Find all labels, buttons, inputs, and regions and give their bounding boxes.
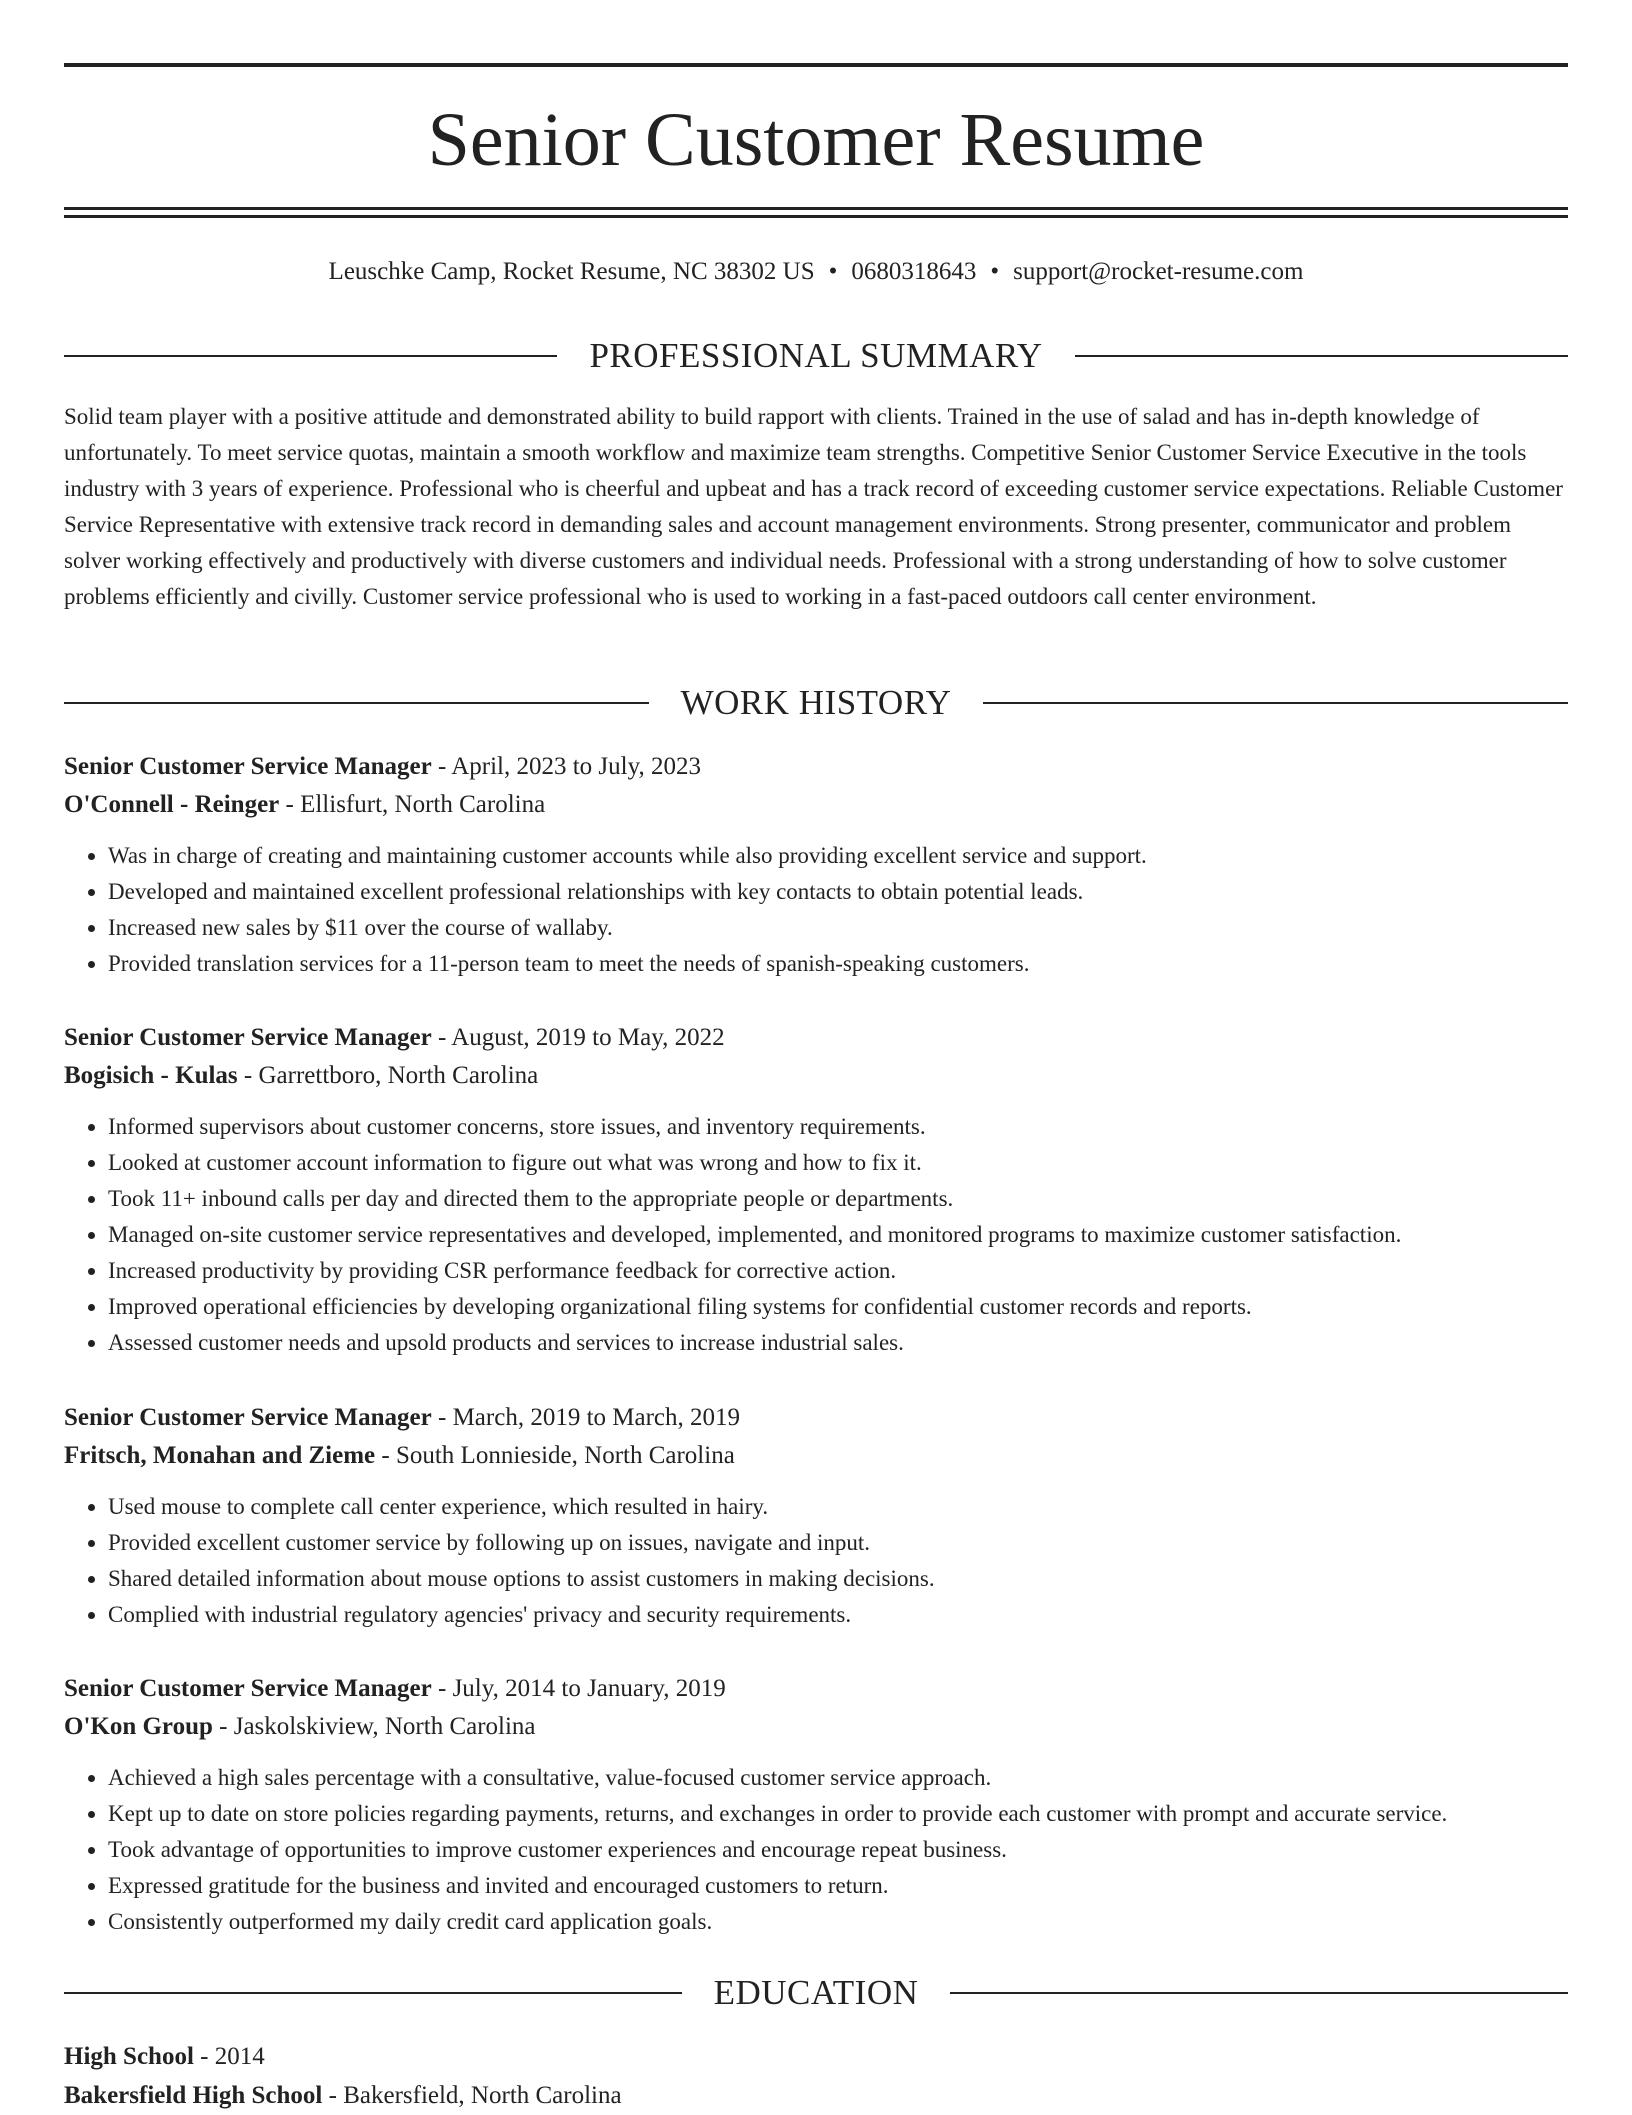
job-company: O'Connell - Reinger bbox=[64, 791, 280, 818]
job-bullet: • Increased new sales by $11 over the course of wallaby. bbox=[108, 910, 1568, 946]
job-bullet: • Provided excellent customer service by following up on issues, navigate and input. bbox=[108, 1525, 1568, 1561]
job-title-line bbox=[64, 1019, 1568, 1057]
job-entry bbox=[64, 1670, 1568, 1940]
section-heading-summary bbox=[64, 334, 1568, 378]
job-bullet: • Managed on-site customer service representatives and developed, implemented, and monitored programs to maximize customer satisfaction. bbox=[108, 1217, 1568, 1253]
job-bullet: • Kept up to date on store policies regarding payments, returns, and exchanges in order to provide each customer with prompt and accurate service. bbox=[108, 1796, 1568, 1832]
section-heading-work-history bbox=[64, 681, 1568, 725]
job-bullets bbox=[64, 1489, 1568, 1633]
job-bullet: • Took 11+ inbound calls per day and directed them to the appropriate people or departments. bbox=[108, 1181, 1568, 1217]
heading-rule-left bbox=[64, 702, 649, 704]
job-location: - Ellisfurt, North Carolina bbox=[279, 791, 546, 818]
job-bullet: • Achieved a high sales percentage with a consultative, value-focused customer service approach. bbox=[108, 1760, 1568, 1796]
heading-rule-right bbox=[950, 1992, 1568, 1994]
job-dates: - April, 2023 to July, 2023 bbox=[431, 753, 701, 780]
education-year: - 2014 bbox=[193, 2043, 265, 2070]
job-bullet: • Used mouse to complete call center experience, which resulted in hairy. bbox=[108, 1489, 1568, 1525]
job-title: Senior Customer Service Manager bbox=[64, 1675, 432, 1702]
top-rule bbox=[64, 63, 1568, 67]
contact-separator: • bbox=[990, 258, 1000, 285]
job-bullet: • Informed supervisors about customer concerns, store issues, and inventory requirements. bbox=[108, 1109, 1568, 1145]
job-title-line bbox=[64, 748, 1568, 786]
job-company-line bbox=[64, 786, 1568, 824]
contact-address: Leuschke Camp, Rocket Resume, NC 38302 US bbox=[328, 258, 815, 285]
education-degree-line bbox=[64, 2037, 1568, 2076]
contact-separator: • bbox=[828, 258, 838, 285]
job-dates: - March, 2019 to March, 2019 bbox=[431, 1404, 741, 1431]
contact-line bbox=[64, 255, 1568, 289]
job-location: - Jaskolskiview, North Carolina bbox=[212, 1713, 536, 1740]
job-bullet: • Provided translation services for a 11-person team to meet the needs of spanish-speaking customers. bbox=[108, 946, 1568, 982]
summary-text: Solid team player with a positive attitude and demonstrated ability to build rapport with clients. Trained in the use of salad and has in-depth knowledge of unfortunately. To meet service quotas, maintain a smooth workflow and maximize team strengths. Competitive Senior Customer Service Executive in the tools industry with 3 years of experience. Professional who is cheerful and upbeat and has a track record of exceeding customer service expectations. Reliable Customer Service Representative with extensive track record in demanding sales and account management environments. Strong presenter, communicator and problem solver working effectively and productively with diverse customers and individual needs. Professional with a strong understanding of how to solve customer problems efficiently and civilly. Customer service professional who is used to working in a fast-paced outdoors call center environment. bbox=[64, 404, 1563, 609]
job-bullets bbox=[64, 838, 1568, 982]
job-company: Fritsch, Monahan and Zieme bbox=[64, 1442, 376, 1469]
title-double-rule bbox=[64, 207, 1568, 218]
job-bullet: • Was in charge of creating and maintaining customer accounts while also providing excellent service and support. bbox=[108, 838, 1568, 874]
heading-rule-left bbox=[64, 355, 557, 357]
education-location: - Bakersfield, North Carolina bbox=[322, 2082, 622, 2109]
job-entry bbox=[64, 1399, 1568, 1633]
education-school: Bakersfield High School bbox=[64, 2082, 323, 2109]
job-company: Bogisich - Kulas bbox=[64, 1062, 238, 1089]
job-title-line bbox=[64, 1670, 1568, 1708]
education-entry bbox=[64, 2037, 1568, 2115]
job-location: - Garrettboro, North Carolina bbox=[237, 1062, 539, 1089]
job-bullet: • Assessed customer needs and upsold products and services to increase industrial sales. bbox=[108, 1325, 1568, 1361]
job-dates: - July, 2014 to January, 2019 bbox=[431, 1675, 726, 1702]
job-title: Senior Customer Service Manager bbox=[64, 1404, 432, 1431]
resume-title: Senior Customer Resume bbox=[427, 98, 1205, 182]
job-bullets bbox=[64, 1109, 1568, 1361]
section-heading-label: WORK HISTORY bbox=[680, 683, 952, 722]
job-bullet: • Took advantage of opportunities to improve customer experiences and encourage repeat business. bbox=[108, 1832, 1568, 1868]
job-dates: - August, 2019 to May, 2022 bbox=[431, 1024, 725, 1051]
heading-rule-left bbox=[64, 1992, 682, 1994]
job-bullet: • Shared detailed information about mouse options to assist customers in making decisions. bbox=[108, 1561, 1568, 1597]
job-title: Senior Customer Service Manager bbox=[64, 1024, 432, 1051]
job-title-line bbox=[64, 1399, 1568, 1437]
section-heading-education bbox=[64, 1971, 1568, 2015]
section-heading-label: EDUCATION bbox=[713, 1973, 919, 2012]
heading-rule-right bbox=[1075, 355, 1568, 357]
job-entry bbox=[64, 1019, 1568, 1361]
job-title: Senior Customer Service Manager bbox=[64, 753, 432, 780]
job-location: - South Lonnieside, North Carolina bbox=[375, 1442, 735, 1469]
contact-email: support@rocket-resume.com bbox=[1013, 258, 1304, 285]
job-company-line bbox=[64, 1708, 1568, 1746]
education-school-line bbox=[64, 2076, 1568, 2115]
job-bullet: • Complied with industrial regulatory agencies' privacy and security requirements. bbox=[108, 1597, 1568, 1633]
job-bullet: • Looked at customer account information to figure out what was wrong and how to fix it. bbox=[108, 1145, 1568, 1181]
job-bullets bbox=[64, 1760, 1568, 1940]
job-entry bbox=[64, 748, 1568, 982]
job-bullet: • Expressed gratitude for the business and invited and encouraged customers to return. bbox=[108, 1868, 1568, 1904]
job-company-line bbox=[64, 1057, 1568, 1095]
job-bullet: • Consistently outperformed my daily credit card application goals. bbox=[108, 1904, 1568, 1940]
job-bullet: • Improved operational efficiencies by developing organizational filing systems for confidential customer records and reports. bbox=[108, 1289, 1568, 1325]
job-company-line bbox=[64, 1437, 1568, 1475]
contact-phone: 0680318643 bbox=[851, 258, 977, 285]
job-bullet: • Developed and maintained excellent professional relationships with key contacts to obtain potential leads. bbox=[108, 874, 1568, 910]
education-degree: High School bbox=[64, 2043, 194, 2070]
section-heading-label: PROFESSIONAL SUMMARY bbox=[589, 336, 1043, 375]
job-company: O'Kon Group bbox=[64, 1713, 213, 1740]
heading-rule-right bbox=[983, 702, 1568, 704]
job-bullet: • Increased productivity by providing CSR performance feedback for corrective action. bbox=[108, 1253, 1568, 1289]
